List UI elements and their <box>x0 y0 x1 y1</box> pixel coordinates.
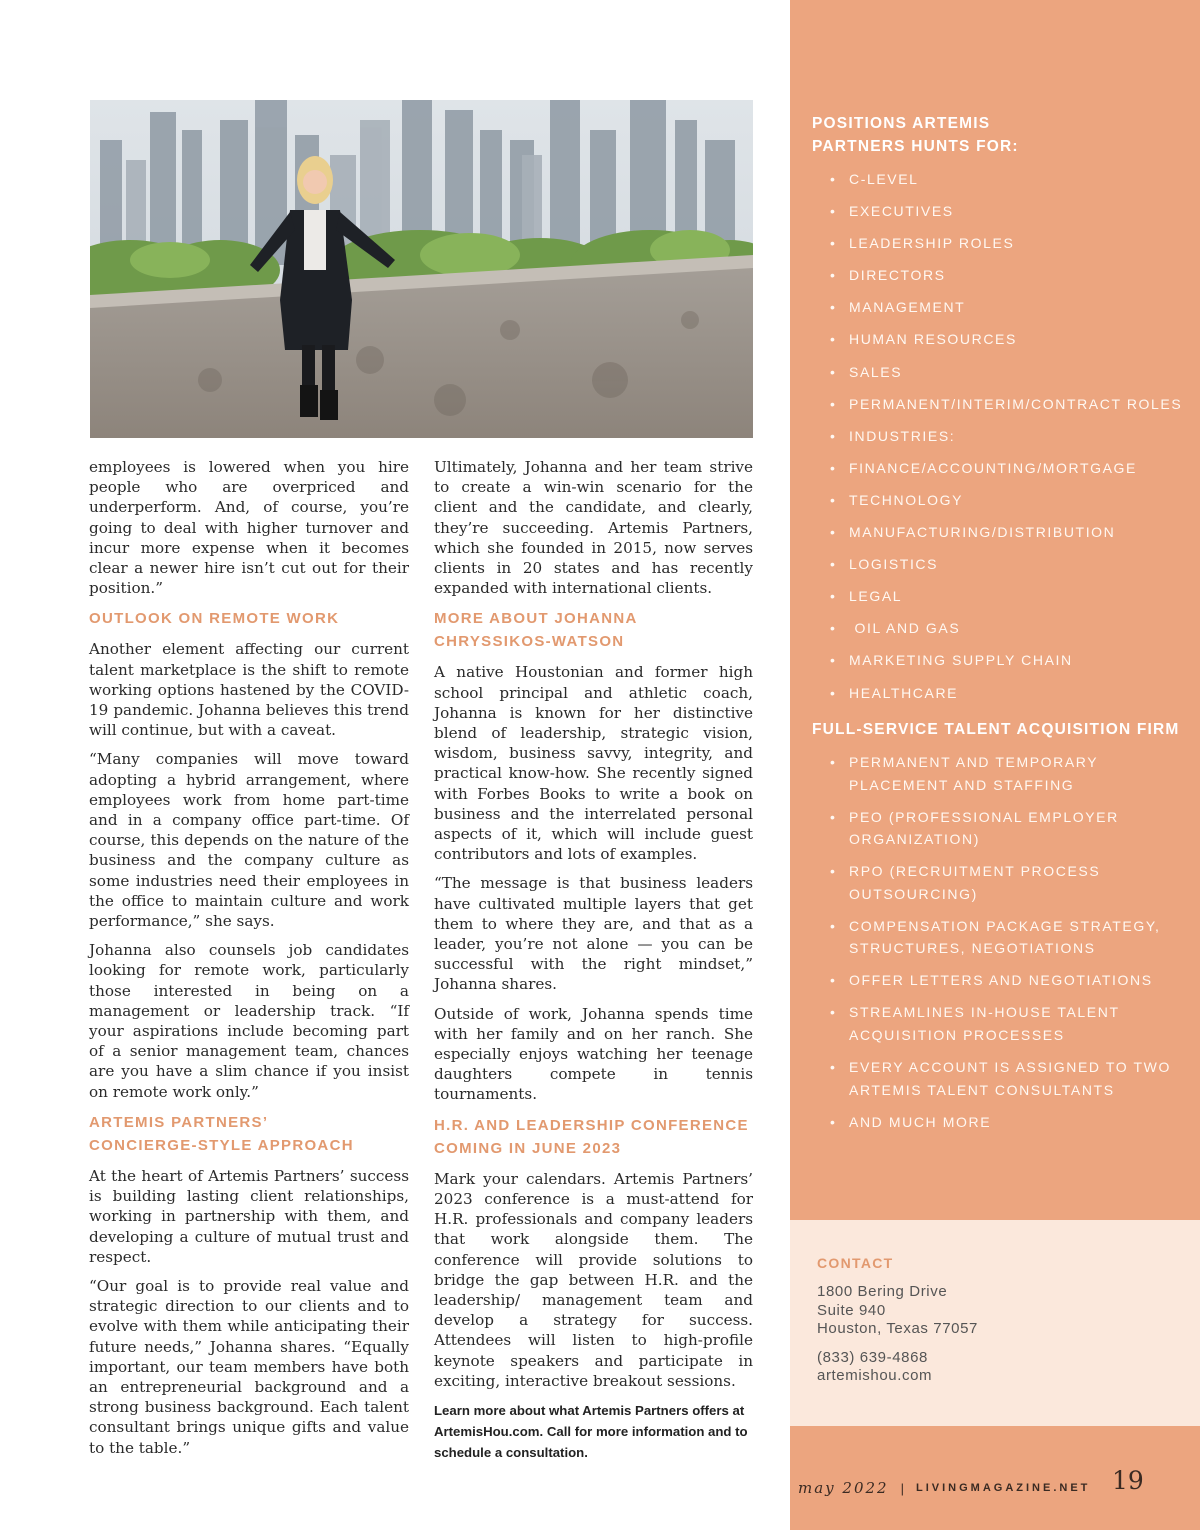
heading-line: CHRYSSIKOS-WATSON <box>434 633 625 651</box>
heading-line: PARTNERS HUNTS FOR: <box>812 138 1019 155</box>
list-item: • STREAMLINES IN-HOUSE TALENT ACQUISITION PROCESSES <box>812 1001 1192 1046</box>
contact-website: artemishou.com <box>817 1367 933 1384</box>
section-heading-concierge <box>89 1111 409 1157</box>
list-item: • DIRECTORS <box>812 264 1192 287</box>
list-item: • MARKETING SUPPLY CHAIN <box>812 649 1192 672</box>
sidebar-heading-positions <box>812 112 1192 158</box>
list-item: • COMPENSATION PACKAGE STRATEGY, STRUCTURES, NEGOTIATIONS <box>812 915 1192 960</box>
call-to-action: Learn more about what Artemis Partners offers at ArtemisHou.com. Call for more information and to schedule a consultation. <box>434 1402 748 1460</box>
list-item: • FINANCE/ACCOUNTING/MORTGAGE <box>812 457 1192 480</box>
heading-line: COMING IN JUNE 2023 <box>434 1139 622 1157</box>
body-paragraph: Outside of work, Johanna spends time with her family and on her ranch. She especially enjoys watching her teenage daughters compete in tennis tournaments. <box>434 1004 753 1104</box>
positions-list <box>812 168 1192 704</box>
list-item: • TECHNOLOGY <box>812 489 1192 512</box>
heading-line: MORE ABOUT JOHANNA <box>434 610 638 628</box>
body-paragraph: “Many companies will move toward adopting a hybrid arrangement, where employees work from home part-time and in a company office part-time. Of course, this depends on the nature of the business and the company culture as some industries need their employees in the office to maintain culture and work performance,” she says. <box>89 750 409 931</box>
body-paragraph: employees is lowered when you hire people who are overpriced and underperform. And, of course, you’re going to deal with higher turnover and incur more expense when it becomes clear a newer hire isn’t cut out for their position.” <box>89 458 409 598</box>
list-item: • EVERY ACCOUNT IS ASSIGNED TO TWO ARTEMIS TALENT CONSULTANTS <box>812 1056 1192 1101</box>
body-paragraph: “The message is that business leaders have cultivated multiple layers that get them to where they are, and that as a leader, you’re not alone — you can be successful with the right mindset,” Johanna shares. <box>434 874 753 994</box>
list-item: • RPO (RECRUITMENT PROCESS OUTSOURCING) <box>812 860 1192 905</box>
body-paragraph: Ultimately, Johanna and her team strive to create a win-win scenario for the client and the candidate, and clearly, they’re succeeding. Artemis Partners, which she founded in 2015, now serves clients in 20 states and has recently expanded with international clients. <box>434 458 753 598</box>
list-item: • AND MUCH MORE <box>812 1111 1192 1134</box>
contact-heading: CONTACT <box>817 1255 894 1271</box>
body-paragraph: At the heart of Artemis Partners’ success is building lasting client relationships, working in partnership with them, and developing a culture of mutual trust and respect. <box>89 1166 409 1266</box>
list-item: • LEADERSHIP ROLES <box>812 232 1192 255</box>
body-paragraph: A native Houstonian and former high school principal and athletic coach, Johanna is known for her distinctive blend of leadership, strategic vision, wisdom, business savvy, integrity, and practical know-how. She recently signed with Forbes Books to write a book on business and the interrelated personal aspects of it, which will include guest contributors and lots of examples. <box>434 663 753 864</box>
list-item: • INDUSTRIES: <box>812 425 1192 448</box>
list-item: • PERMANENT/INTERIM/CONTRACT ROLES <box>812 393 1192 416</box>
section-heading-more-about <box>434 607 753 653</box>
contact-address-line: 1800 Bering Drive <box>817 1283 948 1300</box>
magazine-website: LIVINGMAGAZINE.NET <box>915 1482 1091 1494</box>
list-item: • C-LEVEL <box>812 168 1192 191</box>
list-item: • LEGAL <box>812 585 1192 608</box>
contact-panel <box>790 1220 1200 1426</box>
list-item: • HUMAN RESOURCES <box>812 328 1192 351</box>
body-paragraph: “Our goal is to provide real value and strategic direction to our clients and to evolve with them while anticipating their future needs,” Johanna shares. “Equally important, our team members have both an entrepreneurial background and a strong business background. Each talent consultant brings unique gifts and value to the table.” <box>89 1276 409 1457</box>
section-heading-conference <box>434 1114 753 1160</box>
list-item: • SALES <box>812 361 1192 384</box>
list-item: • PEO (PROFESSIONAL EMPLOYER ORGANIZATION) <box>812 806 1192 851</box>
heading-line: ARTEMIS PARTNERS’ <box>89 1113 269 1131</box>
heading-line: POSITIONS ARTEMIS <box>812 115 991 132</box>
body-paragraph: Mark your calendars. Artemis Partners’ 2023 conference is a must-attend for H.R. professionals and company leaders that work alongside them. The conference will provide solutions to bridge the gap between H.R. and the leadership/ management team and develop a strategy for success. Attendees will listen to high-profile keynote speakers and participate in exciting, interactive breakout sessions. <box>434 1169 753 1390</box>
contact-phone: (833) 639-4868 <box>817 1348 928 1366</box>
sidebar-heading-services: FULL-SERVICE TALENT ACQUISITION FIRM <box>812 721 1180 738</box>
list-item: • HEALTHCARE <box>812 682 1192 705</box>
article-column-2 <box>434 457 753 1472</box>
list-item: • MANAGEMENT <box>812 296 1192 319</box>
list-item: • OIL AND GAS <box>812 617 1192 640</box>
sidebar-panel <box>790 0 1200 1220</box>
article-column-1 <box>89 457 409 1467</box>
contact-address-line: Houston, Texas 77057 <box>817 1320 978 1337</box>
heading-line: H.R. AND LEADERSHIP CONFERENCE <box>434 1116 749 1134</box>
page-number: 19 <box>1112 1466 1144 1495</box>
body-paragraph: Another element affecting our current talent marketplace is the shift to remote working options hastened by the COVID-19 pandemic. Johanna believes this trend will continue, but with a caveat. <box>89 640 409 740</box>
page-footer <box>790 1426 1200 1530</box>
list-item: • OFFER LETTERS AND NEGOTIATIONS <box>812 969 1192 992</box>
list-item: • MANUFACTURING/DISTRIBUTION <box>812 521 1192 544</box>
services-list <box>812 751 1192 1133</box>
list-item: • PERMANENT AND TEMPORARY PLACEMENT AND STAFFING <box>812 751 1192 796</box>
section-heading-outlook: OUTLOOK ON REMOTE WORK <box>89 610 340 628</box>
contact-address-line: Suite 940 <box>817 1301 886 1319</box>
footer-separator: | <box>900 1480 904 1496</box>
list-item: • LOGISTICS <box>812 553 1192 576</box>
heading-line: CONCIERGE-STYLE APPROACH <box>89 1136 354 1154</box>
issue-date: may 2022 <box>798 1479 889 1497</box>
feature-photo <box>90 100 753 438</box>
feature-photo-illustration <box>90 100 753 438</box>
body-paragraph: Johanna also counsels job candidates looking for remote work, particularly those interested in being on a management or leadership track. “If your aspirations include becoming part of a senior management team, chances are you have a slim chance if you insist on remote work only.” <box>89 941 409 1101</box>
list-item: • EXECUTIVES <box>812 200 1192 223</box>
